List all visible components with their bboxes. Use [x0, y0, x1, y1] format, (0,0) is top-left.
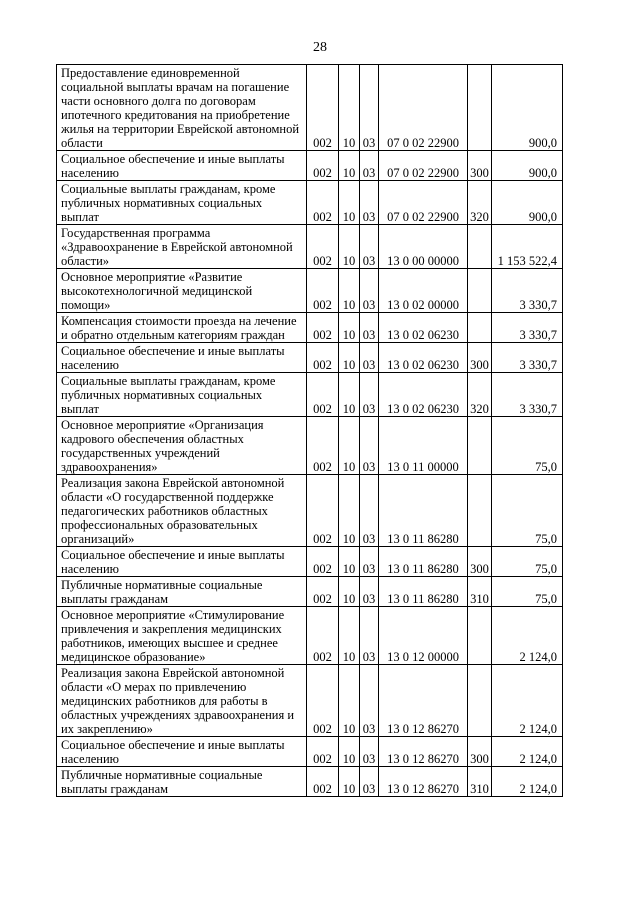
row-subsection: 03 [360, 417, 379, 475]
table-row [57, 373, 563, 417]
row-grbs: 002 [307, 313, 339, 343]
row-amount: 3 330,7 [492, 313, 563, 343]
row-subsection: 03 [360, 547, 379, 577]
row-name: Публичные нормативные социальные выплаты гражданам [57, 767, 307, 797]
row-name: Социальные выплаты гражданам, кроме публичных нормативных социальных выплат [57, 373, 307, 417]
row-section: 10 [339, 65, 360, 151]
row-subsection: 03 [360, 373, 379, 417]
row-section: 10 [339, 313, 360, 343]
row-section: 10 [339, 475, 360, 547]
row-amount: 75,0 [492, 417, 563, 475]
row-target-code: 13 0 02 06230 [379, 373, 468, 417]
row-subsection: 03 [360, 767, 379, 797]
row-target-code: 13 0 11 86280 [379, 547, 468, 577]
row-section: 10 [339, 269, 360, 313]
table-row [57, 577, 563, 607]
row-target-code: 13 0 11 86280 [379, 577, 468, 607]
row-expense-type: 320 [468, 373, 492, 417]
row-amount: 2 124,0 [492, 737, 563, 767]
row-expense-type: 300 [468, 151, 492, 181]
table-row [57, 547, 563, 577]
row-expense-type: 320 [468, 181, 492, 225]
row-target-code: 13 0 00 00000 [379, 225, 468, 269]
row-section: 10 [339, 607, 360, 665]
row-amount: 3 330,7 [492, 373, 563, 417]
row-subsection: 03 [360, 475, 379, 547]
row-section: 10 [339, 225, 360, 269]
table-row [57, 475, 563, 547]
row-grbs: 002 [307, 475, 339, 547]
row-amount: 75,0 [492, 475, 563, 547]
row-grbs: 002 [307, 181, 339, 225]
row-subsection: 03 [360, 607, 379, 665]
row-amount: 2 124,0 [492, 767, 563, 797]
budget-table [56, 64, 563, 797]
table-row [57, 151, 563, 181]
row-section: 10 [339, 547, 360, 577]
row-target-code: 13 0 11 86280 [379, 475, 468, 547]
row-section: 10 [339, 417, 360, 475]
row-expense-type: 300 [468, 737, 492, 767]
row-name: Государственная программа «Здравоохранение в Еврейской автономной области» [57, 225, 307, 269]
page-number: 28 [313, 40, 327, 55]
row-grbs: 002 [307, 343, 339, 373]
row-section: 10 [339, 767, 360, 797]
row-expense-type [468, 269, 492, 313]
row-target-code: 13 0 11 00000 [379, 417, 468, 475]
row-name: Реализация закона Еврейской автономной области «О мерах по привлечению медицинских работников для работы в областных учреждениях здравоохранения и их закреплению» [57, 665, 307, 737]
row-target-code: 13 0 12 86270 [379, 665, 468, 737]
row-grbs: 002 [307, 577, 339, 607]
row-expense-type: 300 [468, 343, 492, 373]
row-subsection: 03 [360, 151, 379, 181]
row-target-code: 13 0 12 00000 [379, 607, 468, 665]
row-subsection: 03 [360, 665, 379, 737]
row-grbs: 002 [307, 607, 339, 665]
row-target-code: 07 0 02 22900 [379, 181, 468, 225]
row-name: Реализация закона Еврейской автономной области «О государственной поддержке педагогических работников областных профессиональных образовательных организаций» [57, 475, 307, 547]
row-amount: 900,0 [492, 65, 563, 151]
table-body [57, 65, 563, 797]
table-row [57, 343, 563, 373]
row-expense-type [468, 417, 492, 475]
row-section: 10 [339, 151, 360, 181]
row-section: 10 [339, 665, 360, 737]
row-target-code: 13 0 12 86270 [379, 737, 468, 767]
table-row [57, 767, 563, 797]
row-expense-type [468, 665, 492, 737]
row-grbs: 002 [307, 417, 339, 475]
row-subsection: 03 [360, 313, 379, 343]
table-row [57, 417, 563, 475]
row-expense-type: 300 [468, 547, 492, 577]
row-subsection: 03 [360, 225, 379, 269]
row-expense-type [468, 225, 492, 269]
row-target-code: 07 0 02 22900 [379, 151, 468, 181]
row-grbs: 002 [307, 547, 339, 577]
row-grbs: 002 [307, 269, 339, 313]
row-target-code: 13 0 02 06230 [379, 313, 468, 343]
row-expense-type [468, 475, 492, 547]
row-section: 10 [339, 343, 360, 373]
row-name: Социальное обеспечение и иные выплаты населению [57, 737, 307, 767]
row-name: Социальные выплаты гражданам, кроме публичных нормативных социальных выплат [57, 181, 307, 225]
row-grbs: 002 [307, 737, 339, 767]
row-grbs: 002 [307, 665, 339, 737]
row-expense-type [468, 313, 492, 343]
table-row [57, 269, 563, 313]
row-subsection: 03 [360, 577, 379, 607]
row-target-code: 13 0 02 00000 [379, 269, 468, 313]
row-subsection: 03 [360, 269, 379, 313]
row-amount: 3 330,7 [492, 269, 563, 313]
row-name: Основное мероприятие «Развитие высокотехнологичной медицинской помощи» [57, 269, 307, 313]
row-expense-type: 310 [468, 767, 492, 797]
row-amount: 3 330,7 [492, 343, 563, 373]
row-section: 10 [339, 373, 360, 417]
row-amount: 75,0 [492, 577, 563, 607]
table-row [57, 737, 563, 767]
row-expense-type [468, 607, 492, 665]
table-row [57, 181, 563, 225]
row-subsection: 03 [360, 65, 379, 151]
row-subsection: 03 [360, 737, 379, 767]
table-row [57, 607, 563, 665]
table-row [57, 65, 563, 151]
row-subsection: 03 [360, 181, 379, 225]
row-section: 10 [339, 577, 360, 607]
row-grbs: 002 [307, 373, 339, 417]
row-amount: 900,0 [492, 181, 563, 225]
row-section: 10 [339, 737, 360, 767]
row-name: Социальное обеспечение и иные выплаты населению [57, 343, 307, 373]
row-subsection: 03 [360, 343, 379, 373]
row-grbs: 002 [307, 65, 339, 151]
row-amount: 2 124,0 [492, 665, 563, 737]
row-grbs: 002 [307, 151, 339, 181]
row-name: Компенсация стоимости проезда на лечение и обратно отдельным категориям граждан [57, 313, 307, 343]
row-amount: 1 153 522,4 [492, 225, 563, 269]
row-expense-type: 310 [468, 577, 492, 607]
row-name: Социальное обеспечение и иные выплаты населению [57, 151, 307, 181]
row-expense-type [468, 65, 492, 151]
row-name: Основное мероприятие «Стимулирование привлечения и закрепления медицинских работников, имеющих высшее и среднее медицинское образование» [57, 607, 307, 665]
table-row [57, 225, 563, 269]
row-target-code: 13 0 12 86270 [379, 767, 468, 797]
row-amount: 75,0 [492, 547, 563, 577]
table-row [57, 313, 563, 343]
row-target-code: 13 0 02 06230 [379, 343, 468, 373]
row-name: Публичные нормативные социальные выплаты гражданам [57, 577, 307, 607]
row-grbs: 002 [307, 767, 339, 797]
row-name: Основное мероприятие «Организация кадрового обеспечения областных государственных учреждений здравоохранения» [57, 417, 307, 475]
row-target-code: 07 0 02 22900 [379, 65, 468, 151]
row-section: 10 [339, 181, 360, 225]
row-amount: 2 124,0 [492, 607, 563, 665]
row-name: Социальное обеспечение и иные выплаты населению [57, 547, 307, 577]
table-row [57, 665, 563, 737]
row-grbs: 002 [307, 225, 339, 269]
row-amount: 900,0 [492, 151, 563, 181]
row-name: Предоставление единовременной социальной выплаты врачам на погашение части основного долга по договорам ипотечного кредитования на приобретение жилья на территории Еврейской автономной области [57, 65, 307, 151]
